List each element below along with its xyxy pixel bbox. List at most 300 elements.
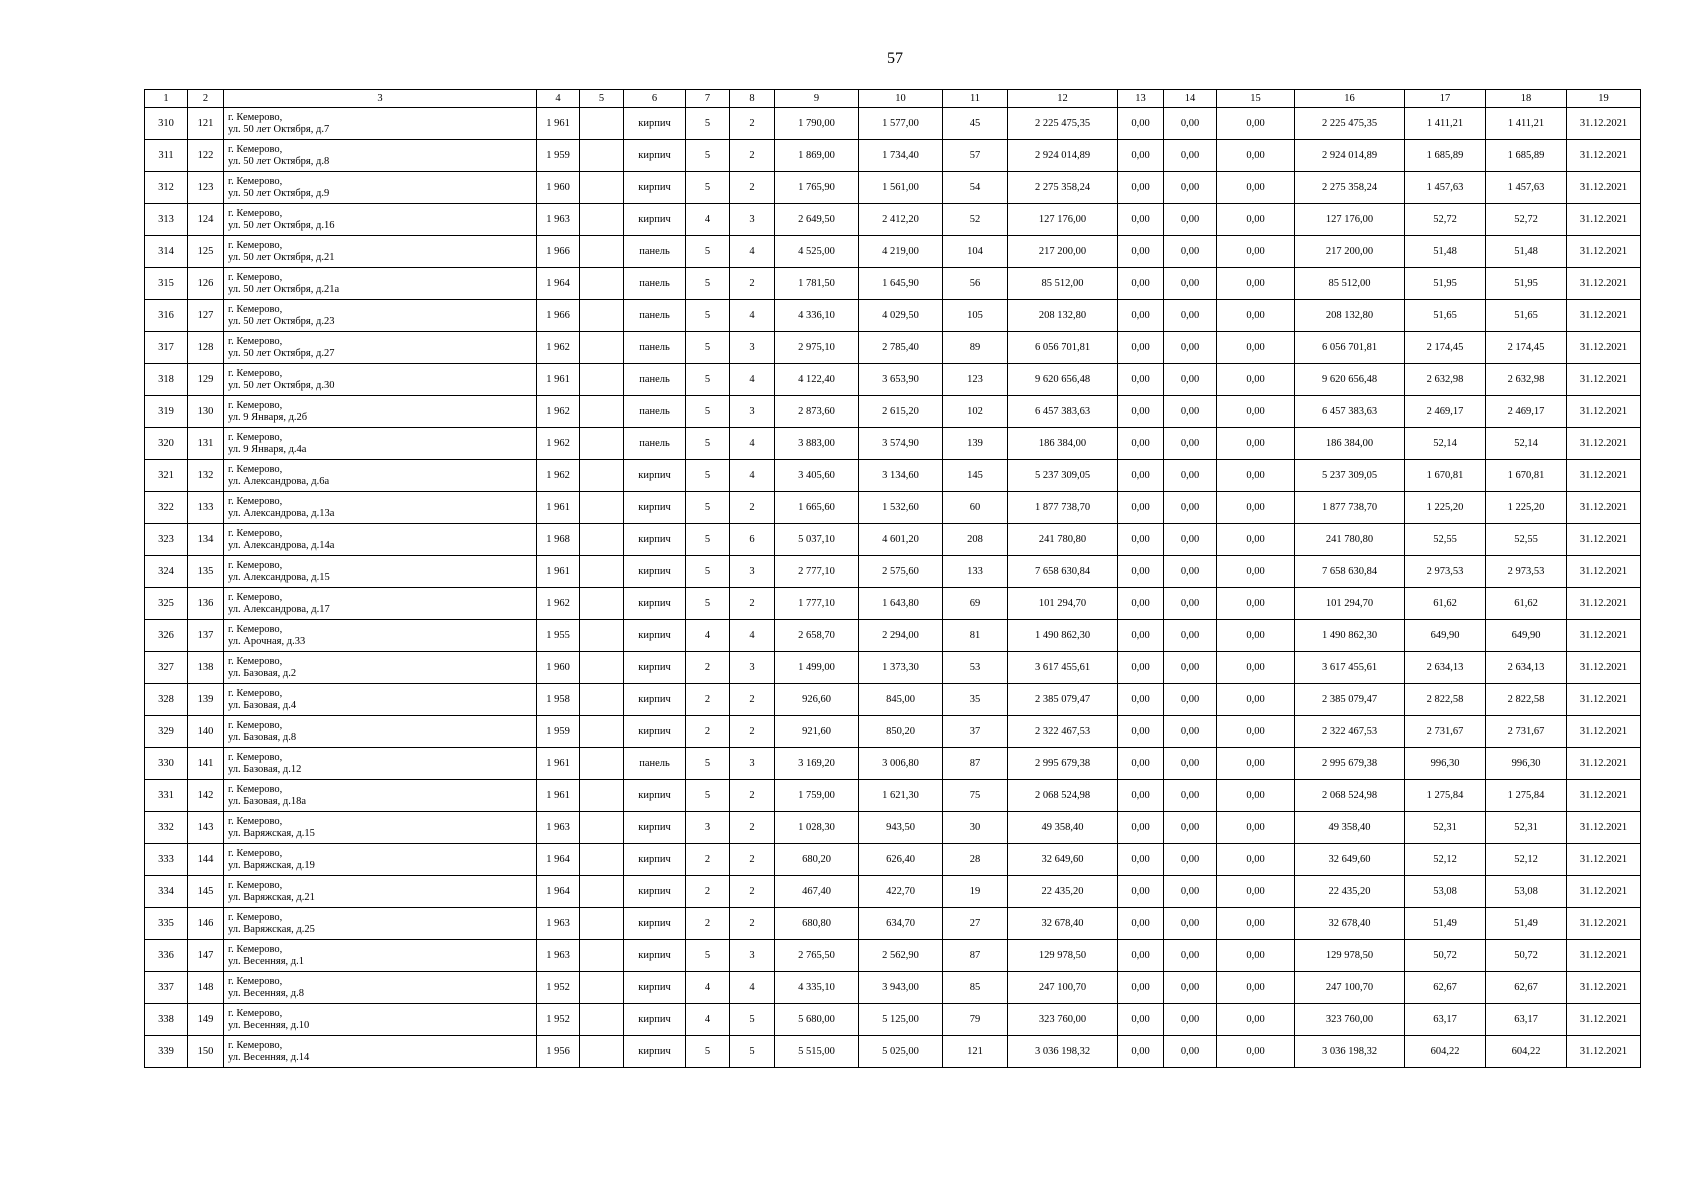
col-15: 0,00 bbox=[1217, 428, 1295, 460]
address-street: ул. Базовая, д.4 bbox=[228, 699, 297, 711]
total-area: 2 777,10 bbox=[775, 556, 859, 588]
floors: 5 bbox=[686, 332, 730, 364]
total-area: 4 336,10 bbox=[775, 300, 859, 332]
total-area: 1 759,00 bbox=[775, 780, 859, 812]
entrances: 2 bbox=[730, 108, 775, 140]
total-cost: 127 176,00 bbox=[1008, 204, 1118, 236]
cost-col-16: 5 237 309,05 bbox=[1295, 460, 1405, 492]
address-city: г. Кемерово, bbox=[228, 847, 283, 859]
column-header-2: 2 bbox=[188, 90, 224, 108]
cost-per-m2-limit: 2 822,58 bbox=[1486, 684, 1567, 716]
address-city: г. Кемерово, bbox=[228, 271, 283, 283]
living-area: 1 532,60 bbox=[859, 492, 943, 524]
item-number: 134 bbox=[188, 524, 224, 556]
item-number: 133 bbox=[188, 492, 224, 524]
residents: 89 bbox=[943, 332, 1008, 364]
cost-per-m2-limit: 52,72 bbox=[1486, 204, 1567, 236]
col-15: 0,00 bbox=[1217, 140, 1295, 172]
entrances: 2 bbox=[730, 588, 775, 620]
table-row bbox=[145, 684, 1641, 716]
cost-per-m2: 61,62 bbox=[1405, 588, 1486, 620]
floors: 5 bbox=[686, 1036, 730, 1068]
completion-date: 31.12.2021 bbox=[1567, 300, 1641, 332]
floors: 5 bbox=[686, 300, 730, 332]
col-15: 0,00 bbox=[1217, 876, 1295, 908]
total-cost: 2 225 475,35 bbox=[1008, 108, 1118, 140]
item-number: 142 bbox=[188, 780, 224, 812]
wall-material: панель bbox=[624, 428, 686, 460]
col-5 bbox=[580, 1004, 624, 1036]
completion-date: 31.12.2021 bbox=[1567, 172, 1641, 204]
row-number: 315 bbox=[145, 268, 188, 300]
residents: 30 bbox=[943, 812, 1008, 844]
completion-date: 31.12.2021 bbox=[1567, 140, 1641, 172]
col-14: 0,00 bbox=[1164, 204, 1217, 236]
column-header-7: 7 bbox=[686, 90, 730, 108]
item-number: 128 bbox=[188, 332, 224, 364]
build-year: 1 962 bbox=[537, 396, 580, 428]
entrances: 2 bbox=[730, 716, 775, 748]
floors: 5 bbox=[686, 556, 730, 588]
residents: 105 bbox=[943, 300, 1008, 332]
residents: 52 bbox=[943, 204, 1008, 236]
table-row bbox=[145, 332, 1641, 364]
address-street: ул. Александрова, д.6а bbox=[228, 475, 330, 487]
total-area: 5 680,00 bbox=[775, 1004, 859, 1036]
cost-per-m2: 51,65 bbox=[1405, 300, 1486, 332]
col-5 bbox=[580, 108, 624, 140]
table-row bbox=[145, 972, 1641, 1004]
build-year: 1 963 bbox=[537, 908, 580, 940]
table-row bbox=[145, 876, 1641, 908]
address-cell bbox=[224, 844, 537, 876]
col-15: 0,00 bbox=[1217, 1036, 1295, 1068]
col-5 bbox=[580, 524, 624, 556]
col-13: 0,00 bbox=[1118, 876, 1164, 908]
living-area: 943,50 bbox=[859, 812, 943, 844]
cost-per-m2: 1 275,84 bbox=[1405, 780, 1486, 812]
address-street: ул. Александрова, д.14а bbox=[228, 539, 335, 551]
wall-material: панель bbox=[624, 748, 686, 780]
row-number: 335 bbox=[145, 908, 188, 940]
cost-per-m2: 52,72 bbox=[1405, 204, 1486, 236]
address-street: ул. Весенняя, д.8 bbox=[228, 987, 305, 999]
cost-per-m2-limit: 51,95 bbox=[1486, 268, 1567, 300]
entrances: 4 bbox=[730, 972, 775, 1004]
address-street: ул. Александрова, д.13а bbox=[228, 507, 335, 519]
cost-per-m2: 2 632,98 bbox=[1405, 364, 1486, 396]
floors: 5 bbox=[686, 140, 730, 172]
cost-per-m2-limit: 1 411,21 bbox=[1486, 108, 1567, 140]
cost-per-m2: 51,95 bbox=[1405, 268, 1486, 300]
col-14: 0,00 bbox=[1164, 236, 1217, 268]
row-number: 324 bbox=[145, 556, 188, 588]
total-area: 1 765,90 bbox=[775, 172, 859, 204]
build-year: 1 962 bbox=[537, 588, 580, 620]
total-cost: 101 294,70 bbox=[1008, 588, 1118, 620]
build-year: 1 968 bbox=[537, 524, 580, 556]
completion-date: 31.12.2021 bbox=[1567, 204, 1641, 236]
total-area: 1 790,00 bbox=[775, 108, 859, 140]
cost-col-16: 9 620 656,48 bbox=[1295, 364, 1405, 396]
cost-per-m2: 63,17 bbox=[1405, 1004, 1486, 1036]
cost-per-m2-limit: 52,12 bbox=[1486, 844, 1567, 876]
cost-per-m2-limit: 1 225,20 bbox=[1486, 492, 1567, 524]
wall-material: кирпич bbox=[624, 1036, 686, 1068]
address-city: г. Кемерово, bbox=[228, 591, 283, 603]
residents: 56 bbox=[943, 268, 1008, 300]
living-area: 634,70 bbox=[859, 908, 943, 940]
residents: 75 bbox=[943, 780, 1008, 812]
column-header-10: 10 bbox=[859, 90, 943, 108]
col-15: 0,00 bbox=[1217, 588, 1295, 620]
residents: 85 bbox=[943, 972, 1008, 1004]
total-area: 1 781,50 bbox=[775, 268, 859, 300]
col-15: 0,00 bbox=[1217, 972, 1295, 1004]
table-row bbox=[145, 204, 1641, 236]
build-year: 1 961 bbox=[537, 364, 580, 396]
address-cell bbox=[224, 460, 537, 492]
build-year: 1 962 bbox=[537, 332, 580, 364]
address-street: ул. Арочная, д.33 bbox=[228, 635, 306, 647]
entrances: 2 bbox=[730, 876, 775, 908]
residents: 133 bbox=[943, 556, 1008, 588]
cost-col-16: 2 275 358,24 bbox=[1295, 172, 1405, 204]
floors: 2 bbox=[686, 652, 730, 684]
col-15: 0,00 bbox=[1217, 364, 1295, 396]
address-street: ул. Варяжская, д.19 bbox=[228, 859, 315, 871]
wall-material: панель bbox=[624, 236, 686, 268]
entrances: 4 bbox=[730, 460, 775, 492]
total-area: 921,60 bbox=[775, 716, 859, 748]
col-14: 0,00 bbox=[1164, 268, 1217, 300]
col-14: 0,00 bbox=[1164, 876, 1217, 908]
table-row bbox=[145, 396, 1641, 428]
col-13: 0,00 bbox=[1118, 460, 1164, 492]
floors: 5 bbox=[686, 236, 730, 268]
address-street: ул. Весенняя, д.14 bbox=[228, 1051, 310, 1063]
residents: 19 bbox=[943, 876, 1008, 908]
address-cell bbox=[224, 940, 537, 972]
living-area: 4 029,50 bbox=[859, 300, 943, 332]
address-cell bbox=[224, 716, 537, 748]
cost-per-m2-limit: 1 670,81 bbox=[1486, 460, 1567, 492]
completion-date: 31.12.2021 bbox=[1567, 620, 1641, 652]
col-13: 0,00 bbox=[1118, 108, 1164, 140]
completion-date: 31.12.2021 bbox=[1567, 940, 1641, 972]
row-number: 318 bbox=[145, 364, 188, 396]
row-number: 338 bbox=[145, 1004, 188, 1036]
completion-date: 31.12.2021 bbox=[1567, 364, 1641, 396]
col-15: 0,00 bbox=[1217, 300, 1295, 332]
row-number: 327 bbox=[145, 652, 188, 684]
residents: 123 bbox=[943, 364, 1008, 396]
total-area: 680,80 bbox=[775, 908, 859, 940]
entrances: 4 bbox=[730, 620, 775, 652]
residents: 87 bbox=[943, 940, 1008, 972]
residents: 104 bbox=[943, 236, 1008, 268]
column-header-17: 17 bbox=[1405, 90, 1486, 108]
col-14: 0,00 bbox=[1164, 652, 1217, 684]
residents: 37 bbox=[943, 716, 1008, 748]
address-cell bbox=[224, 1004, 537, 1036]
cost-per-m2: 604,22 bbox=[1405, 1036, 1486, 1068]
item-number: 147 bbox=[188, 940, 224, 972]
item-number: 129 bbox=[188, 364, 224, 396]
address-street: ул. Базовая, д.18а bbox=[228, 795, 306, 807]
cost-col-16: 2 068 524,98 bbox=[1295, 780, 1405, 812]
cost-col-16: 6 056 701,81 bbox=[1295, 332, 1405, 364]
completion-date: 31.12.2021 bbox=[1567, 876, 1641, 908]
col-5 bbox=[580, 940, 624, 972]
build-year: 1 963 bbox=[537, 204, 580, 236]
address-street: ул. Базовая, д.2 bbox=[228, 667, 297, 679]
item-number: 122 bbox=[188, 140, 224, 172]
row-number: 325 bbox=[145, 588, 188, 620]
address-street: ул. 50 лет Октября, д.9 bbox=[228, 187, 330, 199]
wall-material: кирпич bbox=[624, 876, 686, 908]
row-number: 326 bbox=[145, 620, 188, 652]
total-area: 1 028,30 bbox=[775, 812, 859, 844]
col-15: 0,00 bbox=[1217, 204, 1295, 236]
col-5 bbox=[580, 844, 624, 876]
floors: 5 bbox=[686, 172, 730, 204]
address-city: г. Кемерово, bbox=[228, 207, 283, 219]
col-15: 0,00 bbox=[1217, 268, 1295, 300]
wall-material: кирпич bbox=[624, 204, 686, 236]
item-number: 141 bbox=[188, 748, 224, 780]
wall-material: кирпич bbox=[624, 620, 686, 652]
residents: 35 bbox=[943, 684, 1008, 716]
col-14: 0,00 bbox=[1164, 908, 1217, 940]
col-5 bbox=[580, 748, 624, 780]
item-number: 144 bbox=[188, 844, 224, 876]
col-15: 0,00 bbox=[1217, 748, 1295, 780]
total-cost: 1 490 862,30 bbox=[1008, 620, 1118, 652]
col-13: 0,00 bbox=[1118, 1036, 1164, 1068]
completion-date: 31.12.2021 bbox=[1567, 844, 1641, 876]
cost-per-m2-limit: 63,17 bbox=[1486, 1004, 1567, 1036]
col-15: 0,00 bbox=[1217, 940, 1295, 972]
wall-material: кирпич bbox=[624, 780, 686, 812]
living-area: 1 621,30 bbox=[859, 780, 943, 812]
col-15: 0,00 bbox=[1217, 652, 1295, 684]
address-cell bbox=[224, 652, 537, 684]
total-cost: 32 649,60 bbox=[1008, 844, 1118, 876]
residents: 81 bbox=[943, 620, 1008, 652]
living-area: 2 575,60 bbox=[859, 556, 943, 588]
col-13: 0,00 bbox=[1118, 268, 1164, 300]
cost-per-m2: 51,49 bbox=[1405, 908, 1486, 940]
residents: 54 bbox=[943, 172, 1008, 204]
col-5 bbox=[580, 1036, 624, 1068]
address-street: ул. Базовая, д.12 bbox=[228, 763, 302, 775]
floors: 2 bbox=[686, 716, 730, 748]
total-area: 1 665,60 bbox=[775, 492, 859, 524]
col-14: 0,00 bbox=[1164, 940, 1217, 972]
col-13: 0,00 bbox=[1118, 780, 1164, 812]
floors: 5 bbox=[686, 588, 730, 620]
col-15: 0,00 bbox=[1217, 684, 1295, 716]
entrances: 3 bbox=[730, 396, 775, 428]
total-area: 1 499,00 bbox=[775, 652, 859, 684]
table-row bbox=[145, 652, 1641, 684]
floors: 5 bbox=[686, 492, 730, 524]
cost-col-16: 2 995 679,38 bbox=[1295, 748, 1405, 780]
table-body bbox=[145, 108, 1641, 1068]
completion-date: 31.12.2021 bbox=[1567, 908, 1641, 940]
col-5 bbox=[580, 780, 624, 812]
address-city: г. Кемерово, bbox=[228, 623, 283, 635]
item-number: 123 bbox=[188, 172, 224, 204]
address-city: г. Кемерово, bbox=[228, 495, 283, 507]
total-area: 680,20 bbox=[775, 844, 859, 876]
living-area: 3 134,60 bbox=[859, 460, 943, 492]
residents: 27 bbox=[943, 908, 1008, 940]
cost-col-16: 323 760,00 bbox=[1295, 1004, 1405, 1036]
entrances: 3 bbox=[730, 204, 775, 236]
address-cell bbox=[224, 428, 537, 460]
entrances: 5 bbox=[730, 1036, 775, 1068]
wall-material: кирпич bbox=[624, 524, 686, 556]
total-cost: 1 877 738,70 bbox=[1008, 492, 1118, 524]
item-number: 140 bbox=[188, 716, 224, 748]
cost-per-m2-limit: 996,30 bbox=[1486, 748, 1567, 780]
col-13: 0,00 bbox=[1118, 908, 1164, 940]
table-row bbox=[145, 460, 1641, 492]
item-number: 138 bbox=[188, 652, 224, 684]
completion-date: 31.12.2021 bbox=[1567, 1004, 1641, 1036]
table-row bbox=[145, 428, 1641, 460]
column-header-16: 16 bbox=[1295, 90, 1405, 108]
col-5 bbox=[580, 300, 624, 332]
col-15: 0,00 bbox=[1217, 108, 1295, 140]
col-13: 0,00 bbox=[1118, 588, 1164, 620]
build-year: 1 961 bbox=[537, 108, 580, 140]
cost-col-16: 6 457 383,63 bbox=[1295, 396, 1405, 428]
column-header-19: 19 bbox=[1567, 90, 1641, 108]
living-area: 850,20 bbox=[859, 716, 943, 748]
column-header-14: 14 bbox=[1164, 90, 1217, 108]
col-5 bbox=[580, 364, 624, 396]
cost-per-m2: 2 731,67 bbox=[1405, 716, 1486, 748]
col-15: 0,00 bbox=[1217, 716, 1295, 748]
item-number: 149 bbox=[188, 1004, 224, 1036]
build-year: 1 963 bbox=[537, 812, 580, 844]
item-number: 132 bbox=[188, 460, 224, 492]
completion-date: 31.12.2021 bbox=[1567, 556, 1641, 588]
completion-date: 31.12.2021 bbox=[1567, 428, 1641, 460]
row-number: 331 bbox=[145, 780, 188, 812]
build-year: 1 964 bbox=[537, 268, 580, 300]
address-city: г. Кемерово, bbox=[228, 783, 283, 795]
col-14: 0,00 bbox=[1164, 428, 1217, 460]
build-year: 1 956 bbox=[537, 1036, 580, 1068]
col-5 bbox=[580, 812, 624, 844]
col-14: 0,00 bbox=[1164, 588, 1217, 620]
completion-date: 31.12.2021 bbox=[1567, 236, 1641, 268]
total-area: 467,40 bbox=[775, 876, 859, 908]
living-area: 5 125,00 bbox=[859, 1004, 943, 1036]
cost-col-16: 7 658 630,84 bbox=[1295, 556, 1405, 588]
total-cost: 2 924 014,89 bbox=[1008, 140, 1118, 172]
total-cost: 208 132,80 bbox=[1008, 300, 1118, 332]
residents: 139 bbox=[943, 428, 1008, 460]
cost-col-16: 208 132,80 bbox=[1295, 300, 1405, 332]
total-cost: 32 678,40 bbox=[1008, 908, 1118, 940]
table-row bbox=[145, 780, 1641, 812]
living-area: 2 615,20 bbox=[859, 396, 943, 428]
item-number: 143 bbox=[188, 812, 224, 844]
col-13: 0,00 bbox=[1118, 364, 1164, 396]
column-header-1: 1 bbox=[145, 90, 188, 108]
table-row bbox=[145, 236, 1641, 268]
living-area: 5 025,00 bbox=[859, 1036, 943, 1068]
cost-per-m2-limit: 2 973,53 bbox=[1486, 556, 1567, 588]
cost-per-m2-limit: 1 275,84 bbox=[1486, 780, 1567, 812]
col-13: 0,00 bbox=[1118, 556, 1164, 588]
col-13: 0,00 bbox=[1118, 236, 1164, 268]
table-row bbox=[145, 940, 1641, 972]
cost-col-16: 2 924 014,89 bbox=[1295, 140, 1405, 172]
floors: 5 bbox=[686, 748, 730, 780]
column-header-6: 6 bbox=[624, 90, 686, 108]
completion-date: 31.12.2021 bbox=[1567, 684, 1641, 716]
col-5 bbox=[580, 332, 624, 364]
cost-per-m2: 52,31 bbox=[1405, 812, 1486, 844]
col-15: 0,00 bbox=[1217, 332, 1295, 364]
floors: 5 bbox=[686, 108, 730, 140]
total-cost: 323 760,00 bbox=[1008, 1004, 1118, 1036]
completion-date: 31.12.2021 bbox=[1567, 780, 1641, 812]
col-5 bbox=[580, 684, 624, 716]
col-13: 0,00 bbox=[1118, 332, 1164, 364]
total-area: 926,60 bbox=[775, 684, 859, 716]
living-area: 1 643,80 bbox=[859, 588, 943, 620]
cost-per-m2-limit: 1 457,63 bbox=[1486, 172, 1567, 204]
cost-per-m2: 50,72 bbox=[1405, 940, 1486, 972]
row-number: 328 bbox=[145, 684, 188, 716]
col-5 bbox=[580, 268, 624, 300]
row-number: 334 bbox=[145, 876, 188, 908]
cost-col-16: 49 358,40 bbox=[1295, 812, 1405, 844]
column-header-18: 18 bbox=[1486, 90, 1567, 108]
wall-material: кирпич bbox=[624, 556, 686, 588]
item-number: 145 bbox=[188, 876, 224, 908]
address-city: г. Кемерово, bbox=[228, 815, 283, 827]
address-cell bbox=[224, 140, 537, 172]
col-14: 0,00 bbox=[1164, 1004, 1217, 1036]
address-cell bbox=[224, 172, 537, 204]
address-cell bbox=[224, 364, 537, 396]
cost-col-16: 2 225 475,35 bbox=[1295, 108, 1405, 140]
cost-per-m2-limit: 2 731,67 bbox=[1486, 716, 1567, 748]
table-row bbox=[145, 492, 1641, 524]
residents: 28 bbox=[943, 844, 1008, 876]
column-header-3: 3 bbox=[224, 90, 537, 108]
address-city: г. Кемерово, bbox=[228, 751, 283, 763]
completion-date: 31.12.2021 bbox=[1567, 268, 1641, 300]
floors: 4 bbox=[686, 620, 730, 652]
item-number: 146 bbox=[188, 908, 224, 940]
address-street: ул. 50 лет Октября, д.21 bbox=[228, 251, 335, 263]
total-area: 2 765,50 bbox=[775, 940, 859, 972]
completion-date: 31.12.2021 bbox=[1567, 396, 1641, 428]
item-number: 127 bbox=[188, 300, 224, 332]
completion-date: 31.12.2021 bbox=[1567, 332, 1641, 364]
total-cost: 129 978,50 bbox=[1008, 940, 1118, 972]
cost-per-m2-limit: 61,62 bbox=[1486, 588, 1567, 620]
